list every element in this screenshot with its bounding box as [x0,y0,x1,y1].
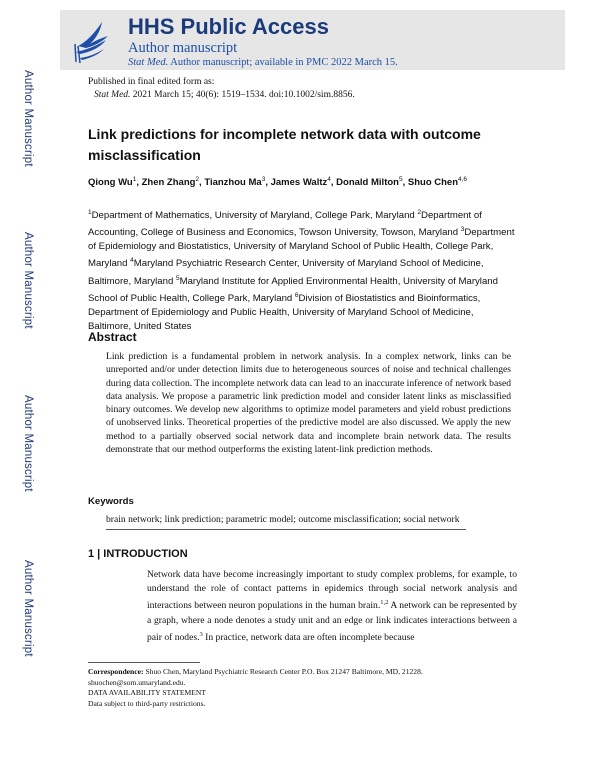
citation-text: 2021 March 15; 40(6): 1519–1534. doi:10.1002/sim.8856. [132,90,355,100]
keywords-text: brain network; link prediction; parametric model; outcome misclassification; social network [106,514,460,525]
correspondence-email: shuochen@som.umaryland.edu. [88,677,186,687]
author-name: Donald Milton [336,177,399,189]
affiliation-text: Department of Accounting, College of Business and Economics, Towson University, Towson, Maryland [88,210,482,239]
citation-line [94,90,355,100]
author-name: James Waltz [270,177,328,189]
intro-text-segment: A network can be represented by a graph, where a node denotes a study unit and an edge or link indicates interactions between a pair of nodes. [147,600,518,644]
affil-sup: 5 [175,274,180,282]
journal-availability [128,57,398,68]
affil-sup: 6 [294,291,299,299]
affiliation-text: Maryland Institute for Applied Environmental Health, University of Maryland School of Public Health, College Park, Maryland [88,275,498,304]
article-title: Link predictions for incomplete network data with outcome misclassification [88,126,481,163]
affiliation-text: Division of Biostatistics and Bioinformatics, Department of Epidemiology and Public Health, University of Maryland School of Medicine, Baltimore, United States [88,292,481,332]
author-affil-sup: 5 [398,176,403,183]
keywords-divider [106,529,466,530]
affil-sup: 1 [88,209,92,216]
data-availability-text: Data subject to third-party restrictions. [88,698,206,708]
author-name: Qiong Wu [88,177,133,189]
affiliation-text: Department of Epidemiology and Biostatistics, University of Maryland School of Public Health, College Park, Maryland [88,227,515,270]
author-name: Tianzhou Ma [204,177,262,189]
footnote-divider [88,662,200,663]
affiliation-text: Department of Mathematics, University of Maryland, College Park, Maryland [91,210,418,222]
affil-sup: 4 [130,257,134,265]
sidebar-author-manuscript-label: Author Manuscript [22,70,34,167]
correspondence-label: Correspondence: [88,667,144,676]
journal-abbrev: Stat Med. [128,57,169,68]
author-affil-sup: 4,6 [458,176,468,183]
sidebar-author-manuscript-label: Author Manuscript [22,395,34,492]
correspondence-text: Shuo Chen, Maryland Psychiatric Research Center P.O. Box 21247 Baltimore, MD, 21228. [143,667,423,676]
affiliations [88,206,518,334]
intro-text-segment: In practice, network data are often incomplete because [202,632,415,644]
affiliation-text: Maryland Psychiatric Research Center, University of Maryland School of Medicine, Baltimore, Maryland [88,258,484,287]
author-manuscript-subtitle: Author manuscript [128,40,238,56]
citation-journal: Stat Med. [94,90,131,100]
sidebar-author-manuscript-label: Author Manuscript [22,232,34,329]
author-affil-sup: 2 [195,176,200,183]
footnote [88,667,528,709]
author-affil-sup: 4 [327,176,331,183]
abstract-heading: Abstract [88,330,137,344]
affil-sup: 3 [460,226,465,234]
data-availability-heading: DATA AVAILABILITY STATEMENT [88,688,207,697]
introduction-text [147,568,517,645]
availability-text: Author manuscript; available in PMC 2022 March 15. [170,57,398,68]
citation-sup: 3 [199,631,203,638]
hhs-public-access-title: HHS Public Access [128,14,329,39]
sidebar-author-manuscript-label: Author Manuscript [22,560,34,657]
intro-text-segment: Network data have become increasingly important to study complex problems, for example, to understand the role of contact patterns in epidemics through social network analysis and interactions between neuron populations in the human brain. [147,569,517,612]
affil-sup: 2 [417,209,422,216]
author-affil-sup: 3 [261,176,266,183]
keywords-heading: Keywords [88,496,134,507]
author-name: Shuo Chen [407,177,459,189]
introduction-heading: 1 | INTRODUCTION [88,548,188,560]
hhs-eagle-logo-icon [72,16,112,64]
author-affil-sup: 1 [132,176,137,183]
author-list: Qiong Wu$^1$, Zhen Zhang$^2$, Tianzhou Ma$^3$, James Waltz$^4$, Donald Milton$^5$, Shuo Chen$^{4,6}$ [88,176,468,189]
published-label: Published in final edited form as: [88,77,215,87]
abstract-text: Link prediction is a fundamental problem in network analysis. In a complex network, links can be unreported and/or under detection limits due to heterogeneous sources of noise and technical challenges during data collection. The incomplete network data can lead to an inaccurate inference of network based data analysis. We propose a parametric link prediction model and consider latent links as misclassified binary outcomes. We develop new algorithms to optimize model parameters and yield robust predictions of unobserved links. Theoretical properties of the predictive model are also discussed. We apply the new method to a partially observed social network data and incomplete brain network data. The results demonstrate that our method outperforms the existing latent-link prediction methods. [106,351,511,456]
citation-sup: 1,2 [380,599,389,607]
author-name: Zhen Zhang [141,177,196,189]
